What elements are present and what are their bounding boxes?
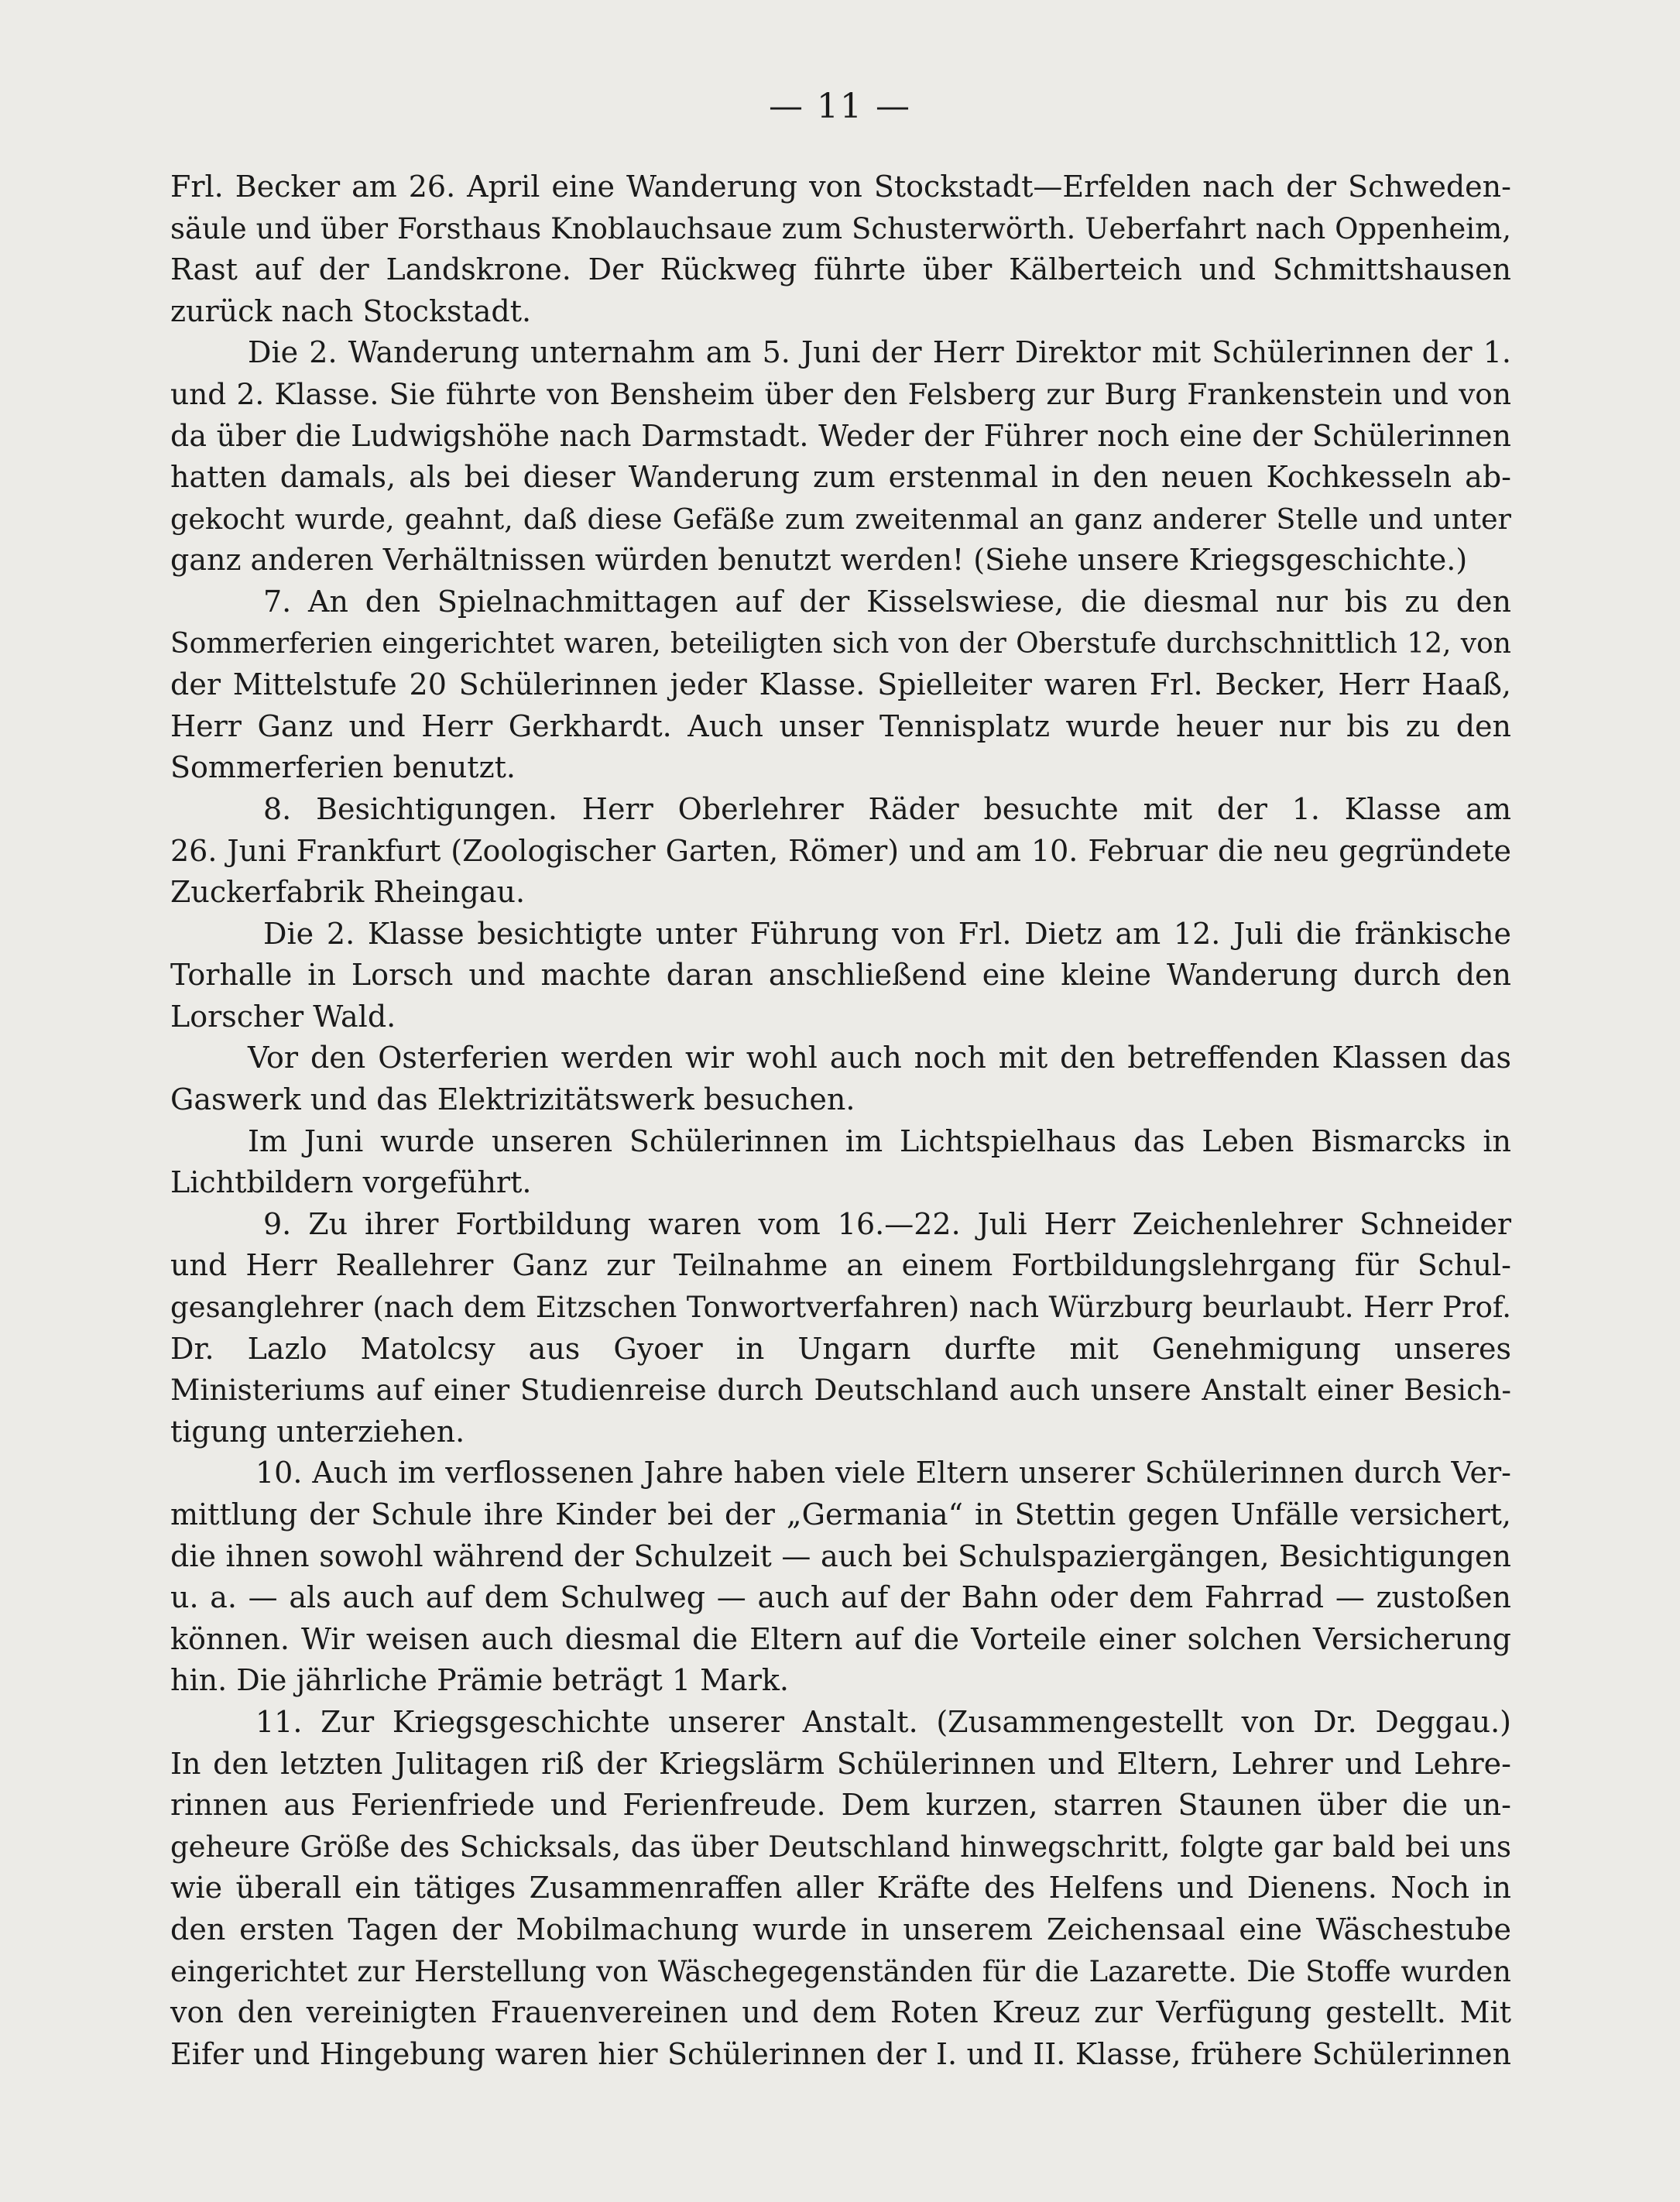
text-line: und Herr Reallehrer Ganz zur Teilnahme an einem Fortbildungslehrgang für Schul- bbox=[170, 1248, 1511, 1283]
text-line: eingerichtet zur Herstellung von Wäschegegenständen für die Lazarette. Die Stoffe wurden bbox=[170, 1954, 1511, 1988]
text-line: Torhalle in Lorsch und machte daran anschließend eine kleine Wanderung durch den bbox=[170, 958, 1511, 993]
text-line: Herr Ganz und Herr Gerkhardt. Auch unser Tennisplatz wurde heuer nur bis zu den bbox=[170, 708, 1511, 743]
text-line: Sommerferien benutzt. bbox=[170, 750, 516, 785]
text-line: rinnen aus Ferienfriede und Ferienfreude. Dem kurzen, starren Staunen über die un- bbox=[170, 1788, 1511, 1823]
text-line: hatten damals, als bei dieser Wanderung zum erstenmal in den neuen Kochkesseln ab- bbox=[170, 460, 1511, 495]
text-line: hin. Die jährliche Prämie beträgt 1 Mark. bbox=[170, 1663, 789, 1698]
text-line: u. a. — als auch auf dem Schulweg — auch auf der Bahn oder dem Fahrrad — zustoßen bbox=[170, 1580, 1511, 1615]
section-heading-line: 9. Zu ihrer Fortbildung waren vom 16.—22. Juli Herr Zeichenlehrer Schneider bbox=[263, 1206, 1511, 1241]
text-line: Ministeriums auf einer Studienreise durch Deutschland auch unsere Anstalt einer Besich- bbox=[170, 1373, 1511, 1408]
section-heading-line: 7. An den Spielnachmittagen auf der Kisselswiese, die diesmal nur bis zu den bbox=[263, 584, 1511, 619]
section-heading-line: 8. Besichtigungen. Herr Oberlehrer Räder besuchte mit der 1. Klasse am bbox=[263, 791, 1511, 826]
text-line: Eifer und Hingebung waren hier Schülerinnen der I. und II. Klasse, frühere Schülerinnen bbox=[170, 2036, 1511, 2071]
text-line: der Mittelstufe 20 Schülerinnen jeder Klasse. Spielleiter waren Frl. Becker, Herr Haaß, bbox=[170, 667, 1511, 702]
text-line: Rast auf der Landskrone. Der Rückweg führte über Kälberteich und Schmittshausen bbox=[170, 252, 1511, 287]
text-line: Zuckerfabrik Rheingau. bbox=[170, 875, 526, 910]
section-heading-line: 11. Zur Kriegsgeschichte unserer Anstalt. (Zusammengestellt von Dr. Deggau.) bbox=[255, 1704, 1511, 1739]
text-line: mittlung der Schule ihre Kinder bei der „Germania“ in Stettin gegen Unfälle versichert, bbox=[170, 1497, 1511, 1531]
text-line: Die 2. Wanderung unternahm am 5. Juni der Herr Direktor mit Schülerinnen der 1. bbox=[248, 335, 1511, 370]
text-line: und 2. Klasse. Sie führte von Bensheim über den Felsberg zur Burg Frankenstein und von bbox=[170, 376, 1511, 411]
text-line: gesanglehrer (nach dem Eitzschen Tonwortverfahren) nach Würzburg beurlaubt. Herr Prof. bbox=[170, 1291, 1511, 1325]
page-number: — 11 — bbox=[769, 87, 911, 126]
text-line: Im Juni wurde unseren Schülerinnen im Lichtspielhaus das Leben Bismarcks in bbox=[248, 1123, 1511, 1158]
text-line: ganz anderen Verhältnissen würden benutzt werden! (Siehe unsere Kriegsgeschichte.) bbox=[170, 543, 1468, 578]
body-text bbox=[170, 166, 1511, 2075]
text-line: können. Wir weisen auch diesmal die Eltern auf die Vorteile einer solchen Versicherung bbox=[170, 1621, 1511, 1656]
text-line: zurück nach Stockstadt. bbox=[170, 293, 532, 328]
text-line: säule und über Forsthaus Knoblauchsaue zum Schusterwörth. Ueberfahrt nach Oppenheim, bbox=[170, 211, 1511, 245]
section-heading-line: 10. Auch im verflossenen Jahre haben viele Eltern unserer Schülerinnen durch Ver- bbox=[255, 1456, 1511, 1490]
text-line: da über die Ludwigshöhe nach Darmstadt. Weder der Führer noch eine der Schülerinnen bbox=[170, 418, 1511, 453]
text-line: wie überall ein tätiges Zusammenraffen aller Kräfte des Helfens und Dienens. Noch in bbox=[170, 1871, 1511, 1905]
text-line: 26. Juni Frankfurt (Zoologischer Garten, Römer) und am 10. Februar die neu gegründete bbox=[170, 833, 1511, 868]
text-line: In den letzten Julitagen riß der Kriegslärm Schülerinnen und Eltern, Lehrer und Lehre- bbox=[170, 1746, 1511, 1781]
text-line: von den vereinigten Frauenvereinen und dem Roten Kreuz zur Verfügung gestellt. Mit bbox=[170, 1995, 1511, 2030]
text-line: Die 2. Klasse besichtigte unter Führung von Frl. Dietz am 12. Juli die fränkische bbox=[263, 916, 1511, 951]
text-line: gekocht wurde, geahnt, daß diese Gefäße zum zweitenmal an ganz anderer Stelle und unter bbox=[170, 502, 1511, 536]
text-line: die ihnen sowohl während der Schulzeit — auch bei Schulspaziergängen, Besichtigungen bbox=[170, 1538, 1511, 1573]
text-line: den ersten Tagen der Mobilmachung wurde in unserem Zeichensaal eine Wäschestube bbox=[170, 1912, 1511, 1946]
text-line: geheure Größe des Schicksals, das über Deutschland hinwegschritt, folgte gar bald bei uns bbox=[170, 1830, 1511, 1864]
text-line: Lichtbildern vorgeführt. bbox=[170, 1165, 532, 1200]
text-line: Sommerferien eingerichtet waren, beteiligten sich von der Oberstufe durchschnittlich 12, von bbox=[170, 627, 1511, 660]
text-line: Frl. Becker am 26. April eine Wanderung von Stockstadt—Erfelden nach der Schweden- bbox=[170, 170, 1511, 204]
text-line: tigung unterziehen. bbox=[170, 1414, 465, 1449]
text-line: Gaswerk und das Elektrizitätswerk besuchen. bbox=[170, 1082, 855, 1117]
text-line: Vor den Osterferien werden wir wohl auch noch mit den betreffenden Klassen das bbox=[248, 1041, 1511, 1075]
text-line: Lorscher Wald. bbox=[170, 999, 396, 1034]
text-line: Dr. Lazlo Matolcsy aus Gyoer in Ungarn durfte mit Genehmigung unseres bbox=[170, 1331, 1511, 1366]
